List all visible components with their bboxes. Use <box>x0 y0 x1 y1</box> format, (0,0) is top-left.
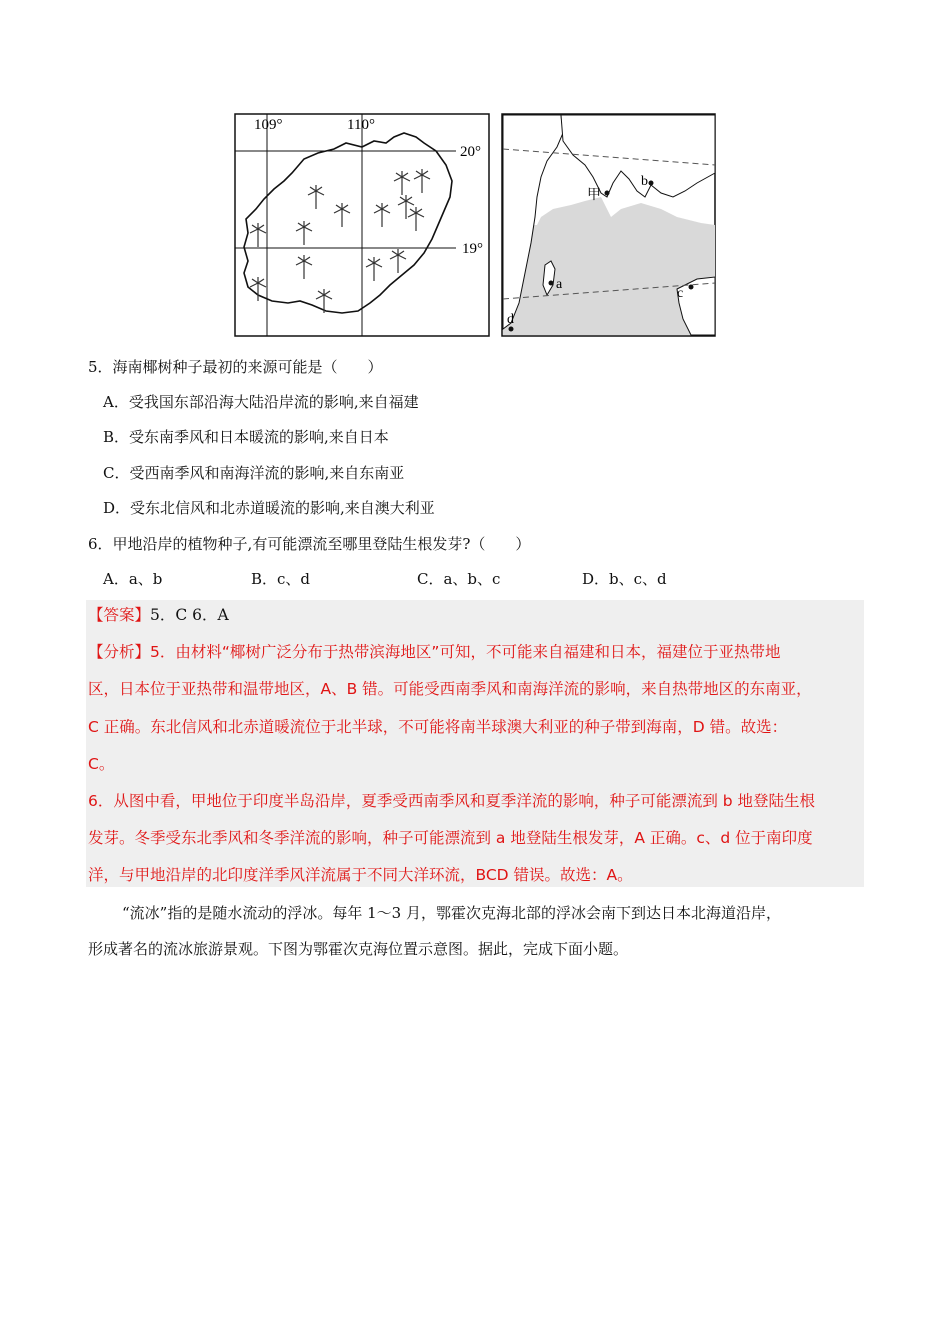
point-b-marker <box>649 181 654 186</box>
q5-option-c: C．受西南季风和南海洋流的影响,来自东南亚 <box>103 464 405 482</box>
passage-line-2: 形成著名的流冰旅游景观。下图为鄂霍次克海位置示意图。据此，完成下面小题。 <box>88 940 629 958</box>
question-6-stem: 6．甲地沿岸的植物种子,有可能漂流至哪里登陆生根发芽?（ ） <box>88 535 531 553</box>
indian-ocean-map <box>501 113 716 337</box>
lon-110-label: 110° <box>347 117 375 133</box>
label-b: b <box>641 174 648 189</box>
analysis-line-7: 洋，与甲地沿岸的北印度洋季风洋流属于不同大洋环流，BCD 错误。故选：A。 <box>88 866 633 884</box>
lat-19-label: 19° <box>462 241 483 257</box>
hainan-map <box>234 113 490 337</box>
q6-option-c: C．a、b、c <box>417 570 501 588</box>
q5-option-d: D．受东北信风和北赤道暖流的影响,来自澳大利亚 <box>103 499 435 517</box>
analysis-line-4: C。 <box>88 755 115 773</box>
answer-text: 5．C 6．A <box>150 606 229 624</box>
question-5-stem: 5．海南椰树种子最初的来源可能是（ ） <box>88 358 383 376</box>
passage-line-1: “流冰”指的是随水流动的浮冰。每年 1～3 月，鄂霍次克海北部的浮冰会南下到达日本北海道沿岸， <box>122 904 781 922</box>
analysis-line-6: 发芽。冬季受东北季风和冬季洋流的影响，种子可能漂流到 a 地登陆生根发芽，A 正确。c、d 位于南印度 <box>88 829 813 847</box>
label-c: c <box>677 286 684 301</box>
analysis-line-5: 6．从图中看，甲地位于印度半岛沿岸，夏季受西南季风和夏季洋流的影响，种子可能漂流到 b 地登陆生根 <box>88 792 816 810</box>
answer-line <box>88 604 229 626</box>
point-jia-marker <box>605 191 610 196</box>
analysis-label: 【分析】 <box>88 643 151 661</box>
q6-option-d: D．b、c、d <box>582 570 667 588</box>
analysis-line-3: C 正确。东北信风和北赤道暖流位于北半球，不可能将南半球澳大利亚的种子带到海南，D 错。故选： <box>88 718 788 736</box>
point-c-marker <box>689 285 694 290</box>
label-a: a <box>556 277 563 292</box>
q5-option-a: A．受我国东部沿海大陆沿岸流的影响,来自福建 <box>103 393 419 411</box>
point-a-marker <box>549 281 554 286</box>
q6-option-b: B．c、d <box>251 570 311 588</box>
q6-option-a: A．a、b <box>103 570 163 588</box>
lon-109-label: 109° <box>254 117 283 133</box>
lat-20-label: 20° <box>460 144 481 160</box>
q5-option-b: B．受东南季风和日本暖流的影响,来自日本 <box>103 428 389 446</box>
answer-label: 【答案】 <box>88 606 151 624</box>
analysis-line-2: 区，日本位于亚热带和温带地区，A、B 错。可能受西南季风和南海洋流的影响，来自热带地区的东南亚， <box>88 680 812 698</box>
analysis-line-1 <box>88 641 780 663</box>
point-d-marker <box>509 327 514 332</box>
label-d: d <box>507 312 514 327</box>
analysis-text-1: 5．由材料“椰树广泛分布于热带滨海地区”可知，不可能来自福建和日本，福建位于亚热带地 <box>150 643 781 661</box>
label-jia: 甲 <box>587 187 601 203</box>
